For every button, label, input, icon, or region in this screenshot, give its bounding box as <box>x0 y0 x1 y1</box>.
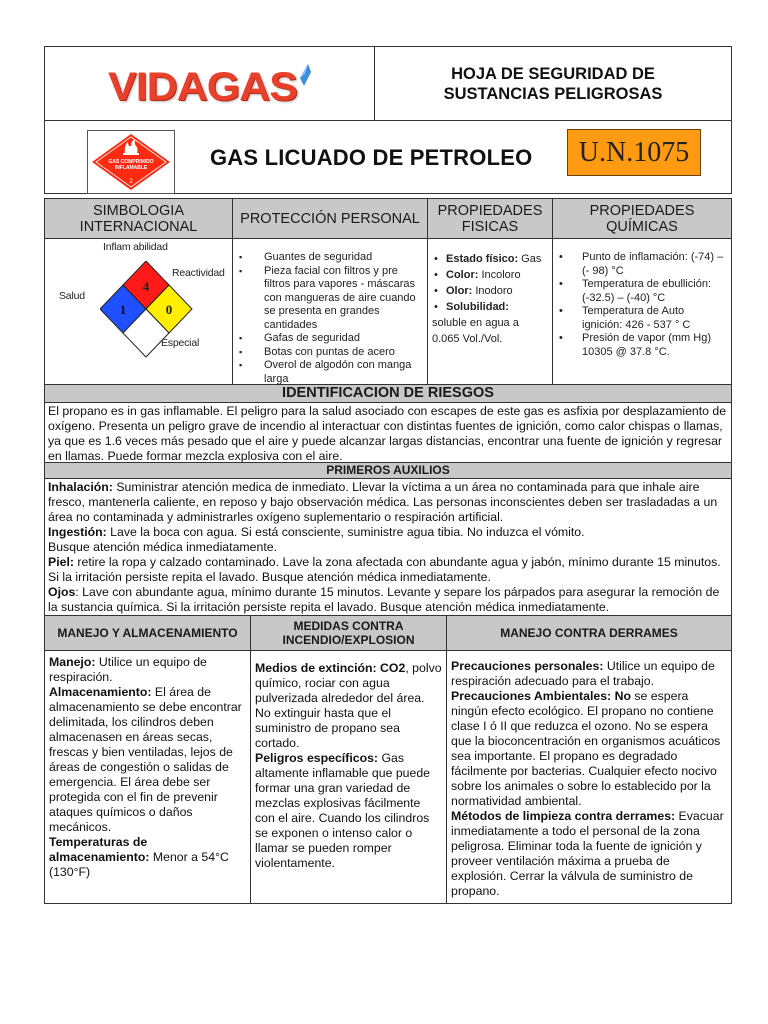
document-title-line2: SUSTANCIAS PELIGROSAS <box>443 85 663 103</box>
nfpa-label-health: Salud <box>59 290 85 302</box>
nfpa-label-special: Especial <box>161 337 200 349</box>
safety-data-table <box>44 198 732 904</box>
ojos-text: : Lave con abundante agua, mínimo durante 15 minutos. Levante y separe los párpados para asegurar la remoción de la sustancia química. Si la irritación persiste repita el lavado. Busque atención médica inmediatamente. <box>48 585 720 614</box>
property-label: Olor: <box>446 285 473 297</box>
svg-text:2: 2 <box>129 179 133 185</box>
property-value: Incoloro <box>478 269 521 281</box>
list-item: ▪ Overol de algodón con manga larga <box>239 359 421 386</box>
manejo-almacenamiento-cell <box>45 651 251 903</box>
precauciones-ambientales-label: Precauciones Ambientales: No <box>451 689 631 703</box>
propiedades-fisicas-cell <box>428 239 553 384</box>
identificacion-text: El propano es in gas inflamable. El peligro para la salud asociado con escapes de este gas es asfixia por desplazamiento de oxígeno. Presenta un peligro grave de incendio al interactuar con distintas fuentes de ignición, como calor chispas o llamas, ya que es 1.6 veces más pesado que el aire y puede alcanzar largas distancias, encontrar una fuente de ignición y regresar en llamas. Puede formar mezcla explosiva con el aire. <box>48 404 727 463</box>
property-value: Inodoro <box>472 285 513 297</box>
un-number-badge: U.N.1075 <box>567 129 701 176</box>
svg-text:INFLAMABLE: INFLAMABLE <box>114 165 148 171</box>
almacenamiento-label: Almacenamiento: <box>49 685 152 699</box>
almacenamiento-text: El área de almacenamiento se debe encontrar delimitada, los cilindros deben almacenasen en áreas secas, frescas y bien ventiladas, lejos de áreas de congestión o salidas de emergencia. El área debe ser protegida con el fin de prevenir ataques químicos o daños mecánicos. <box>49 685 242 834</box>
ojos-label: Ojos <box>48 585 76 599</box>
ojos-paragraph <box>48 585 728 615</box>
handling-header-row <box>45 616 731 651</box>
list-item <box>432 283 548 299</box>
list-item: • Temperatura de Auto ignición: 426 - 537 ° C <box>557 305 727 332</box>
piel-text: retire la ropa y calzado contaminado. Lave la zona afectada con abundante agua y jabón, mínimo durante 15 minutos. Si la irritación persiste repita el lavado. Busque atención médica inmediatamente. <box>48 555 721 584</box>
proteccion-personal-cell <box>233 239 428 384</box>
manejo-derrames-cell <box>447 651 731 903</box>
property-label: Estado físico: <box>446 253 519 265</box>
header-manejo-derrames: MANEJO CONTRA DERRAMES <box>447 616 731 650</box>
header-fisicas-line1: PROPIEDADES <box>437 202 543 219</box>
identificacion-title: IDENTIFICACION DE RIESGOS <box>45 385 731 403</box>
nfpa-label-flammability: Inflam abilidad <box>103 241 168 253</box>
precauciones-ambientales-text: se espera ningún efecto ecológico. El propano no contiene clase I ó II que reduzca el ozono. No se espera que la bioconcentración en organismos acuáticos sea importante. El propano es degradado fácilmente por bacterias. Cualquier efecto nocivo sobre los animales o sobre lo establecido por la normatividad ambiental. <box>451 689 721 808</box>
list-item: • Presión de vapor (mm Hg) 10305 @ 37.8 °C. <box>557 332 727 359</box>
header-quimicas <box>553 199 731 238</box>
solubilidad-detail: soluble en agua a 0.065 Vol./Vol. <box>432 317 519 345</box>
document-title <box>375 47 731 121</box>
manejo-text: Utilice un equipo de respiración. <box>49 655 207 684</box>
properties-header-row <box>45 199 731 239</box>
list-item: ▪ Gafas de seguridad <box>239 332 421 346</box>
inhalacion-text: Suministrar atención medica de inmediato. Llevar la víctima a un área no contaminada para que inhale aire fresco, mantenerla caliente, en reposo y bajo observación médica. Las personas inconscientes deben ser trasladadas a un área no contaminada y administrarles oxígeno suplementario o respiración artificial. <box>48 480 718 524</box>
gas-drop-icon <box>299 64 311 86</box>
header-proteccion-label: PROTECCIÓN PERSONAL <box>240 210 420 227</box>
precauciones-personales-label: Precauciones personales: <box>451 659 604 673</box>
peligros-especificos-label: Peligros específicos: <box>255 751 379 765</box>
temperaturas-label: Temperaturas de almacenamiento: <box>49 835 150 864</box>
ingestion-paragraph-2: Busque atención médica inmediatamente. <box>48 540 277 554</box>
propiedades-quimicas-cell <box>553 239 731 384</box>
header-medidas-incendio <box>251 616 447 650</box>
metodos-limpieza-text: Evacuar inmediatamente a todo el personal de la zona peligrosa. Eliminar toda la fuente de ignición y proveer ventilación máxima a prueba de explosión. Cerrar la válvula de suministro de propano. <box>451 809 724 898</box>
primeros-auxilios-text <box>45 479 731 615</box>
property-label: Color: <box>446 269 479 281</box>
svg-text:4: 4 <box>142 279 150 294</box>
temperaturas-text: Menor a 54°C (130°F) <box>49 850 229 879</box>
header-quimicas-line2: QUÍMICAS <box>606 218 678 235</box>
nfpa-fire-diamond-icon <box>100 261 194 367</box>
list-item: • Punto de inflamación: (-74) – (- 98) °C <box>557 251 727 278</box>
list-item <box>432 267 548 283</box>
propiedades-fisicas-list <box>428 239 552 315</box>
header-simbologia-line2: INTERNACIONAL <box>79 218 198 235</box>
medios-extincion-text: , polvo químico, rociar con agua pulverizada alrededor del área. No extinguir hasta que el suministro de propano sea cortado. <box>255 661 442 750</box>
property-value: Gas <box>518 253 542 265</box>
list-item: ▪ Botas con puntas de acero <box>239 346 421 360</box>
logo-text: VIDAGAS <box>108 64 297 109</box>
primeros-auxilios-title: PRIMEROS AUXILIOS <box>45 463 731 479</box>
svg-text:1: 1 <box>119 302 127 317</box>
properties-content-row <box>45 239 731 385</box>
proteccion-personal-list <box>233 239 427 386</box>
list-item <box>432 299 548 315</box>
list-item: • Temperatura de ebullición: (-32.5) – (-40) °C <box>557 278 727 305</box>
handling-content-row <box>45 651 731 903</box>
ingestion-text: Lave la boca con agua. Si está consciente, suministre agua tibia. No induzca el vómito. <box>106 525 585 539</box>
property-label: Solubilidad: <box>446 301 509 313</box>
header-proteccion <box>233 199 428 238</box>
hazard-class-label <box>87 130 175 194</box>
identificacion-section <box>45 385 731 463</box>
nfpa-diamond-cell <box>45 239 233 385</box>
header-incendio-line1: MEDIDAS CONTRA <box>293 619 404 633</box>
header-simbologia-line1: SIMBOLOGIA <box>92 202 185 219</box>
flammable-gas-diamond-icon <box>91 133 171 191</box>
precauciones-personales-text: Utilice un equipo de respiración adecuado para el trabajo. <box>451 659 715 688</box>
list-item <box>432 251 548 267</box>
ingestion-paragraph <box>48 525 728 540</box>
header-quimicas-line1: PROPIEDADES <box>589 202 695 219</box>
medios-extincion-label: Medios de extinción: CO2 <box>255 661 406 675</box>
peligros-especificos-text: Gas altamente inflamable que puede formar una gran variedad de mezclas explosivas fácilmente con el aire. Cuando los cilindros se exponen o intenso calor o llamar se pueden romper violentamente. <box>255 751 431 870</box>
header-incendio-line2: INCENDIO/EXPLOSION <box>282 633 415 647</box>
header-top-row <box>45 47 731 121</box>
nfpa-label-reactivity: Reactividad <box>172 267 225 279</box>
propiedades-quimicas-list <box>553 239 731 359</box>
document-header <box>44 46 732 194</box>
svg-text:0: 0 <box>165 302 173 317</box>
ingestion-label: Ingestión: <box>48 525 107 539</box>
list-item: ▪ Pieza facial con filtros y pre filtros para vapores - máscaras con mangueras de aire cuando se presenta en grandes cantidades <box>239 265 421 333</box>
piel-label: Piel: <box>48 555 74 569</box>
inhalacion-label: Inhalación: <box>48 480 113 494</box>
header-fisicas-line2: FISICAS <box>461 218 519 235</box>
primeros-auxilios-section <box>45 463 731 616</box>
inhalacion-paragraph <box>48 480 728 525</box>
piel-paragraph <box>48 555 728 585</box>
header-simbologia <box>45 199 233 238</box>
product-name: GAS LICUADO DE PETROLEO <box>210 145 533 170</box>
metodos-limpieza-label: Métodos de limpieza contra derrames: <box>451 809 676 823</box>
list-item: ▪ Guantes de seguridad <box>239 251 421 265</box>
document-title-line1: HOJA DE SEGURIDAD DE <box>451 65 655 83</box>
medidas-incendio-cell <box>251 651 447 903</box>
svg-text:GAS COMPRIMIDO: GAS COMPRIMIDO <box>108 159 154 165</box>
header-manejo-almacenamiento: MANEJO Y ALMACENAMIENTO <box>45 616 251 650</box>
header-fisicas <box>428 199 553 238</box>
company-logo <box>45 47 375 121</box>
header-bottom-row <box>45 121 731 193</box>
manejo-label: Manejo: <box>49 655 96 669</box>
